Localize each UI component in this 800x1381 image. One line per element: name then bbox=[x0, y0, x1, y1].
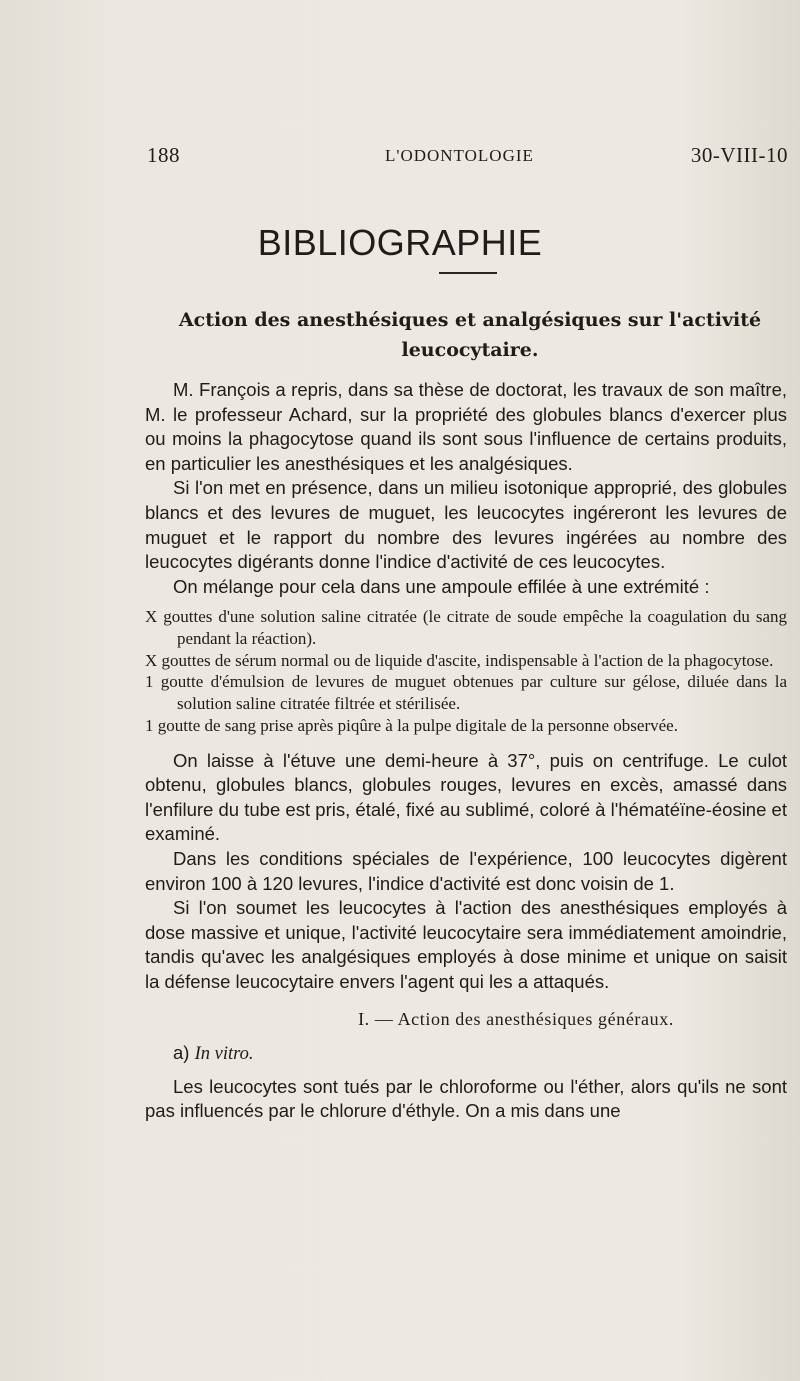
list-item: X gouttes d'une solution saline citratée (le citrate de soude empêche la coagulation du sang pendant la réaction). bbox=[145, 607, 787, 649]
subsection-label: In vitro. bbox=[194, 1044, 254, 1065]
page-number: 188 bbox=[147, 143, 180, 167]
list-item: 1 goutte de sang prise après piqûre à la pulpe digitale de la personne observée. bbox=[145, 715, 678, 735]
ingredients-list bbox=[145, 606, 787, 736]
section-heading: I. — Action des anesthésiques généraux. bbox=[358, 1008, 674, 1029]
paragraph-7: Les leucocytes sont tués par le chloroforme ou l'éther, alors qu'ils ne sont pas influencés par le chlorure d'éthyle. On a mis dans une bbox=[145, 1075, 787, 1122]
page-title: BIBLIOGRAPHIE bbox=[257, 222, 543, 263]
paragraph-4: On laisse à l'étuve une demi-heure à 37°, puis on centrifuge. Le culot obtenu, globules blancs, globules rouges, levures en excès, amassé dans l'enfilure du tube est pris, étalé, fixé au sublimé, coloré à l'hématéïne-éosine et examiné. bbox=[145, 749, 787, 845]
paragraph-3: On mélange pour cela dans une ampoule effilée à une extrémité : bbox=[173, 575, 710, 597]
article-body bbox=[145, 378, 787, 1124]
paragraph-2: Si l'on met en présence, dans un milieu isotonique approprié, des globules blancs et des levures de muguet, les leucocytes ingéreront les levures de muguet et le rapport du nombre des levures ingérées au nombre des leucocytes digérants donne l'indice d'activité de ces leucocytes. bbox=[145, 477, 787, 573]
paragraph-1: M. François a repris, dans sa thèse de doctorat, les travaux de son maître, M. le professeur Achard, sur la propriété des globules blancs d'exercer plus ou moins la phagocytose quand ils sont sous l'influence de certains produits, en particulier les anesthésiques et les analgésiques. bbox=[145, 379, 787, 474]
subtitle-line-1: Action des anesthésiques et analgésiques sur l'activité bbox=[178, 309, 762, 331]
paragraph-5: Dans les conditions spéciales de l'expérience, 100 leucocytes digèrent environ 100 à 120 levures, l'indice d'activité est donc voisin de 1. bbox=[145, 847, 787, 894]
title-divider bbox=[439, 272, 497, 274]
list-item: 1 goutte d'émulsion de levures de muguet obtenues par culture sur gélose, diluée dans la solution saline citratée filtrée et stérilisée. bbox=[145, 672, 787, 714]
subsection-heading bbox=[145, 1041, 787, 1067]
journal-title: L'ODONTOLOGIE bbox=[385, 146, 534, 165]
issue-date: 30-VIII-10 bbox=[690, 143, 788, 167]
article-subtitle bbox=[160, 305, 780, 365]
subsection-marker: a) bbox=[173, 1042, 190, 1064]
list-item: X gouttes de sérum normal ou de liquide d'ascite, indispensable à l'action de la phagocytose. bbox=[145, 650, 774, 670]
subtitle-line-2: leucocytaire. bbox=[401, 339, 539, 361]
paragraph-6: Si l'on soumet les leucocytes à l'action des anesthésiques employés à dose massive et unique, l'activité leucocytaire sera immédiatement amoindrie, tandis qu'avec les analgésiques employés à dose minime et unique on saisit la défense leucocytaire envers l'agent qui les a attaqués. bbox=[145, 897, 787, 992]
